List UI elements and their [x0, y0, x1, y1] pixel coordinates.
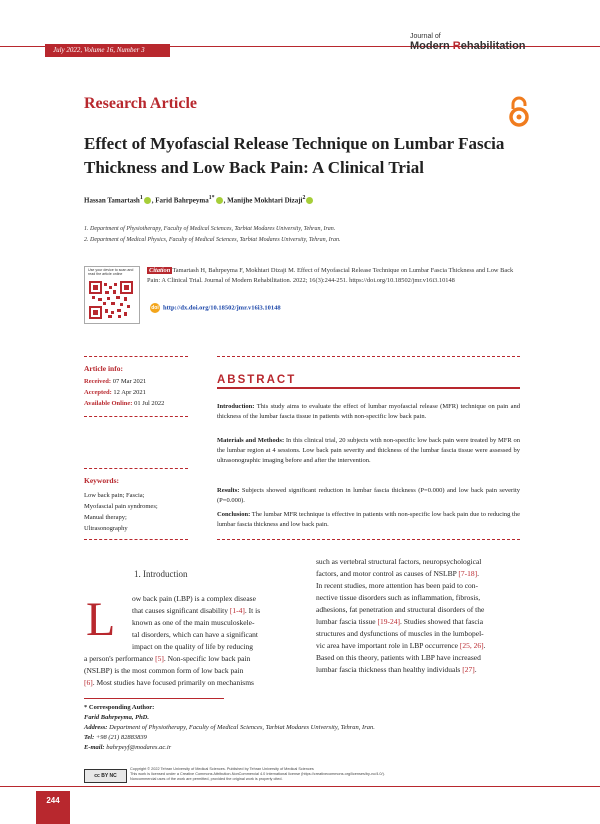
- orcid-icon[interactable]: [216, 197, 223, 204]
- page-number: 244: [36, 791, 70, 824]
- author-list: Hassan Tamartash$^1$ , Farid Bahrpeyma$^{1*}$ , Manijhe Mokhtari Dizaji$^2$: [84, 195, 314, 204]
- abstract-introduction: Introduction: This study aims to evaluate the effect of lumbar myofascial release (MFR) technique on pain and thickness of the lumbar fascia tissue in patients with non-specific low back pain.: [217, 403, 520, 420]
- orcid-icon[interactable]: [144, 197, 151, 204]
- copyright-line: Copyright © 2022 Tehran University of Medical Sciences. Published by Tehran University of Medical Sciences: [130, 767, 314, 771]
- body-line: factors, and motor control as causes of NSLBP [7-18].: [316, 569, 480, 578]
- divider: [217, 539, 520, 540]
- footnote-rule: [84, 698, 224, 699]
- keyword: Myofascial pain syndromes;: [84, 503, 158, 510]
- body-line: impact on the quality of life by reducing: [132, 642, 254, 651]
- doi-link[interactable]: doi http://dx.doi.org/10.18502/jmr.v16i3.10148: [151, 304, 281, 312]
- accepted-date: Accepted: 12 Apr 2021: [84, 389, 146, 396]
- divider: [84, 416, 188, 417]
- keyword: Ultrasonography: [84, 525, 128, 532]
- received-date: Received: 07 Mar 2021: [84, 378, 147, 385]
- license-line: This work is licensed under a Creative Commons Attribution-NonCommercial 4.0 International license (https://creativecommons.org/licenses/by-nc/4.0/).: [130, 772, 385, 776]
- online-date: Available Online: 01 Jul 2022: [84, 400, 165, 407]
- corresponding-email: E-mail: bahrpeyf@modares.ac.ir: [84, 744, 172, 751]
- body-line: tal disorders, which can have a significant: [132, 630, 258, 639]
- issue-label: July 2022, Volume 16, Number 3: [45, 44, 170, 57]
- divider: [84, 356, 188, 357]
- qr-code-icon[interactable]: [89, 281, 133, 319]
- body-line: lumbar fascia tissue [19-24]. Studies showed that fascia: [316, 617, 484, 626]
- corresponding-tel: Tel: +98 (21) 82883839: [84, 734, 147, 741]
- body-line: ow back pain (LBP) is a complex disease: [132, 594, 256, 603]
- citation-block: Citation Tamartash H, Bahrpeyma F, Mokhtari Dizaji M. Effect of Myofascial Release Technique on Lumbar Fascia Thickness and Low Back Pain: A Clinical Trial. Journal of Modern Rehabilitation. 2022; 16(3):244-251. https://doi.org/10.18502/jmr.v16i3.10148: [147, 267, 514, 284]
- corresponding-address: Address: Department of Physiotherapy, Faculty of Medical Sciences, Tarbiat Modares University, Tehran, Iran.: [84, 724, 375, 731]
- body-line: a person's performance [5]. Non-specific low back pain: [84, 654, 251, 663]
- abstract-underline: [217, 387, 520, 389]
- affiliation: 2. Department of Medical Physics, Faculty of Medical Sciences, Tarbiat Modares University, Tehran, Iran.: [84, 237, 341, 243]
- body-line: vic area have important role in LBP occurrence [25, 26].: [316, 641, 486, 650]
- body-line: adhesions, fat penetration and structural disorders of the: [316, 605, 485, 614]
- body-line: structures and dysfunctions of muscles in the lumbopel-: [316, 629, 484, 638]
- cc-license-icon[interactable]: cc BY NC: [84, 769, 127, 783]
- body-line: [6]. Most studies have focused primarily on mechanisms: [84, 678, 254, 687]
- keyword: Manual therapy;: [84, 514, 127, 521]
- reference-link[interactable]: [25, 26]: [459, 641, 484, 650]
- keywords-heading: Keywords:: [84, 476, 119, 485]
- email-link[interactable]: bahrpeyf@modares.ac.ir: [106, 744, 172, 751]
- reference-link[interactable]: [1-4]: [229, 606, 245, 615]
- reference-link[interactable]: [27]: [462, 665, 475, 674]
- abstract-results: Results: Subjects showed significant reduction in lumbar fascia thickness (P=0.000) and low back pain severity (P=0.000).: [217, 487, 520, 504]
- reference-link[interactable]: [6]: [84, 678, 93, 687]
- author-name[interactable]: , Manijhe Mokhtari Dizaji: [223, 196, 303, 205]
- body-line: nective tissue disorders such as inflammation, fibrosis,: [316, 593, 481, 602]
- doi-icon: doi: [151, 305, 159, 311]
- corresponding-heading: * Corresponding Author:: [84, 704, 155, 711]
- body-line: In recent studies, more attention has been paid to con-: [316, 581, 479, 590]
- body-line: such as vertebral structural factors, neuropsychological: [316, 557, 482, 566]
- divider: [84, 539, 188, 540]
- footer-rule: [0, 786, 600, 787]
- body-line: Based on this theory, patients with LBP have increased: [316, 653, 481, 662]
- drop-cap: L: [86, 593, 116, 646]
- article-type: Research Article: [84, 95, 197, 112]
- author-name[interactable]: , Farid Bahrpeyma: [151, 196, 209, 205]
- author-name[interactable]: Hassan Tamartash: [84, 196, 140, 205]
- license-line: Noncommercial uses of the work are permitted, provided the original work is properly cited.: [130, 777, 283, 781]
- body-line: (NSLBP) is the most common form of low back pain: [84, 666, 244, 675]
- divider: [217, 356, 520, 357]
- affiliation: 1. Department of Physiotherapy, Faculty of Medical Sciences, Tarbiat Modares University, Tehran, Iran.: [84, 226, 336, 232]
- corresponding-name: Farid Bahrpeyma, PhD.: [84, 714, 150, 721]
- orcid-icon[interactable]: [306, 197, 313, 204]
- section-heading: 1. Introduction: [134, 569, 188, 579]
- reference-link[interactable]: [5]: [155, 654, 164, 663]
- article-title: Effect of Myofascial Release Technique on Lumbar Fascia Thickness and Low Back Pain: A Clinical Trial: [84, 134, 505, 177]
- abstract-heading: ABSTRACT: [217, 374, 297, 386]
- body-line: that causes significant disability [1-4]. It is: [132, 606, 261, 615]
- open-access-icon: [508, 96, 530, 128]
- reference-link[interactable]: [19-24]: [377, 617, 400, 626]
- abstract-conclusion: Conclusion: The lumbar MFR technique is effective in patients with non-specific low back pain due to reducing the lumbar fascia thickness and low back pain.: [217, 511, 520, 528]
- qr-caption: Use your device to scan and read the article online: [88, 268, 134, 276]
- divider: [84, 468, 188, 469]
- journal-name: Modern Rehabilitation: [410, 40, 526, 52]
- body-line: lumbar fascia thickness than healthy individuals [27].: [316, 665, 477, 674]
- reference-link[interactable]: [7-18]: [458, 569, 478, 578]
- article-info-heading: Article info:: [84, 364, 123, 373]
- citation-label: Citation: [149, 267, 171, 274]
- abstract-methods: Materials and Methods: In this clinical trial, 20 subjects with non-specific low back pain were treated by MFR on the lumbar region at 4 sessions. Low back pain severity and thickness of the lumbar fascia tissue were assessed by ultrasonographic imaging before and after the intervention.: [217, 437, 520, 464]
- journal-name-small: Journal of: [410, 33, 441, 40]
- keyword: Low back pain; Fascia;: [84, 492, 145, 499]
- body-line: known as one of the main musculoskele-: [132, 618, 255, 627]
